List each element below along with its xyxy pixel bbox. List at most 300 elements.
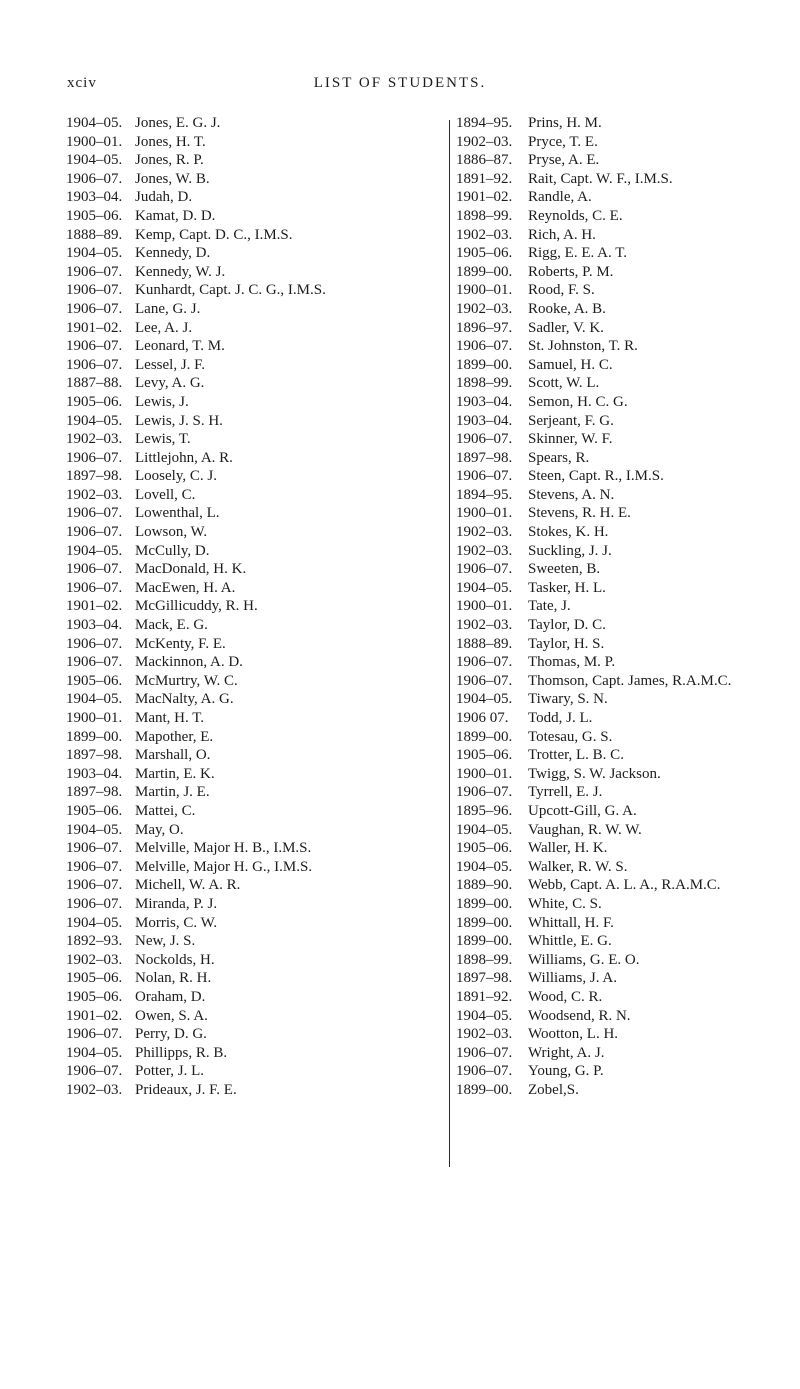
entry-name: McGillicuddy, R. H.: [135, 598, 258, 615]
entry-name: Lewis, T.: [135, 431, 191, 448]
entry-year: 1906–07.: [66, 840, 123, 857]
entry-year: 1891–92.: [456, 170, 513, 187]
student-entry: [66, 802, 436, 821]
entry-year: 1901–02.: [66, 319, 123, 336]
entry-year: 1904–05.: [66, 542, 123, 559]
student-entry: [456, 207, 796, 226]
entry-year: 1906–07.: [66, 635, 123, 652]
entry-year: 1906–07.: [66, 858, 123, 875]
entry-name: Lewis, J. S. H.: [135, 412, 223, 429]
entry-year: 1902–03.: [456, 524, 513, 541]
student-entry: [66, 337, 436, 356]
student-entry: [456, 356, 796, 375]
student-entry: [456, 263, 796, 282]
student-entry: [66, 858, 436, 877]
entry-year: 1905–06.: [66, 988, 123, 1005]
entry-name: Loosely, C. J.: [135, 468, 217, 485]
entry-name: Tate, J.: [528, 598, 571, 615]
entry-year: 1902–03.: [66, 486, 123, 503]
entry-name: Rich, A. H.: [528, 226, 596, 243]
entry-year: 1906–07.: [66, 170, 123, 187]
entry-year: 1905–06.: [66, 393, 123, 410]
student-entry: [66, 412, 436, 431]
entry-year: 1904–05.: [456, 1007, 513, 1024]
entry-name: McKenty, F. E.: [135, 635, 226, 652]
entry-year: 1904–05.: [66, 914, 123, 931]
student-entry: [456, 337, 796, 356]
entry-year: 1899–00.: [456, 933, 513, 950]
entry-name: Twigg, S. W. Jackson.: [528, 765, 661, 782]
entry-name: Pryce, T. E.: [528, 133, 598, 150]
student-entry: [66, 746, 436, 765]
entry-name: Lovell, C.: [135, 486, 196, 503]
entry-name: Todd, J. L.: [528, 710, 593, 726]
student-entry: [66, 728, 436, 747]
entry-year: 1906–07.: [66, 1026, 123, 1043]
entry-name: Skinner, W. F.: [528, 431, 613, 448]
student-entry: [66, 1025, 436, 1044]
entry-year: 1901–02.: [66, 598, 123, 615]
student-entry: [456, 170, 796, 189]
entry-year: 1899–00.: [456, 895, 513, 912]
entry-name: Tasker, H. L.: [528, 579, 606, 596]
entry-name: MacDonald, H. K.: [135, 561, 247, 578]
entry-year: 1902–03.: [66, 1081, 123, 1098]
student-entry: [66, 932, 436, 951]
student-entry: [66, 319, 436, 338]
entry-name: Martin, J. E.: [135, 784, 210, 801]
entry-year: 1888–89.: [66, 226, 123, 243]
student-entry: [456, 1044, 796, 1063]
student-entry: [66, 133, 436, 152]
student-entry: [456, 281, 796, 300]
entry-year: 1906–07.: [66, 282, 123, 299]
entry-year: 1904–05.: [456, 579, 513, 596]
student-entry: [456, 319, 796, 338]
student-entry: [66, 597, 436, 616]
student-entry: [456, 244, 796, 263]
student-entry: [456, 188, 796, 207]
entry-year: 1899–00.: [456, 356, 513, 373]
student-entry: [66, 151, 436, 170]
entry-name: Wootton, L. H.: [528, 1026, 619, 1043]
entry-year: 1892–93.: [66, 933, 123, 950]
entry-name: Thomson, Capt. James, R.A.M.C.: [528, 672, 732, 689]
student-entry: [66, 374, 436, 393]
student-entry: [456, 876, 796, 895]
entry-year: 1897–98.: [456, 449, 513, 466]
entry-name: Lowson, W.: [135, 524, 208, 541]
entry-name: Thomas, M. P.: [528, 654, 616, 671]
student-entry: [66, 170, 436, 189]
entry-year: 1904–05.: [66, 115, 123, 131]
entry-year: 1899–00.: [456, 263, 513, 280]
student-entry: [66, 765, 436, 784]
entry-year: 1906–07.: [456, 784, 513, 801]
entry-name: Kamat, D. D.: [135, 207, 216, 224]
entry-name: Littlejohn, A. R.: [135, 449, 233, 466]
entry-year: 1905–06.: [456, 747, 513, 764]
left-column: [66, 114, 436, 1099]
student-entry: [456, 151, 796, 170]
student-entry: [66, 821, 436, 840]
entry-year: 1891–92.: [456, 988, 513, 1005]
entry-year: 1906–07.: [66, 300, 123, 317]
student-entry: [66, 914, 436, 933]
entry-year: 1906–07.: [66, 1063, 123, 1080]
student-entry: [456, 839, 796, 858]
student-entry: [456, 374, 796, 393]
entry-name: Potter, J. L.: [135, 1063, 204, 1080]
student-entry: [66, 226, 436, 245]
student-entry: [66, 672, 436, 691]
entry-name: Rait, Capt. W. F., I.M.S.: [528, 170, 673, 187]
entry-name: Lane, G. J.: [135, 300, 201, 317]
entry-name: Trotter, L. B. C.: [528, 747, 624, 764]
entry-year: 1887–88.: [66, 375, 123, 392]
entry-year: 1898–99.: [456, 207, 513, 224]
student-entry: [456, 114, 796, 133]
entry-year: 1905–06.: [456, 245, 513, 262]
entry-year: 1902–03.: [456, 226, 513, 243]
entry-year: 1904–05.: [66, 1044, 123, 1061]
student-entry: [456, 746, 796, 765]
student-entry: [66, 356, 436, 375]
entry-year: 1898–99.: [456, 951, 513, 968]
entry-year: 1888–89.: [456, 635, 513, 652]
entry-name: Waller, H. K.: [528, 840, 608, 857]
entry-name: Reynolds, C. E.: [528, 207, 623, 224]
student-entry: [456, 969, 796, 988]
student-entry: [456, 690, 796, 709]
entry-name: Sweeten, B.: [528, 561, 601, 578]
student-entry: [66, 1044, 436, 1063]
entry-year: 1906–07.: [66, 338, 123, 355]
entry-name: Oraham, D.: [135, 988, 206, 1005]
entry-year: 1904–05.: [456, 858, 513, 875]
student-entry: [66, 839, 436, 858]
entry-name: Melville, Major H. B., I.M.S.: [135, 840, 312, 857]
student-entry: [66, 1062, 436, 1081]
entry-name: Kennedy, W. J.: [135, 263, 226, 280]
entry-year: 1902–03.: [456, 542, 513, 559]
student-entry: [456, 914, 796, 933]
entry-name: Walker, R. W. S.: [528, 858, 628, 875]
entry-name: Kemp, Capt. D. C., I.M.S.: [135, 226, 293, 243]
student-entry: [66, 449, 436, 468]
student-entry: [456, 821, 796, 840]
student-entry: [66, 207, 436, 226]
entry-year: 1900–01.: [456, 598, 513, 615]
entry-name: Mapother, E.: [135, 728, 214, 745]
entry-name: Taylor, D. C.: [528, 617, 606, 634]
entry-year: 1900–01.: [456, 765, 513, 782]
entry-name: Jones, W. B.: [135, 170, 210, 187]
entry-name: Jones, R. P.: [135, 152, 204, 169]
page-number: xciv: [67, 75, 97, 91]
entry-year: 1906–07.: [66, 449, 123, 466]
student-entry: [66, 467, 436, 486]
entry-name: Jones, E. G. J.: [135, 115, 221, 131]
student-entry: [66, 709, 436, 728]
entry-name: Kennedy, D.: [135, 245, 211, 262]
entry-name: Mant, H. T.: [135, 710, 205, 726]
entry-name: Stokes, K. H.: [528, 524, 609, 541]
entry-year: 1903–04.: [66, 617, 123, 634]
entry-year: 1906–07.: [456, 1063, 513, 1080]
student-entry: [66, 244, 436, 263]
entry-name: Scott, W. L.: [528, 375, 600, 392]
student-entry: [456, 672, 796, 691]
entry-name: Kunhardt, Capt. J. C. G., I.M.S.: [135, 282, 326, 299]
student-entry: [66, 114, 436, 133]
student-entry: [66, 560, 436, 579]
entry-year: 1894–95.: [456, 115, 513, 131]
entry-year: 1904–05.: [66, 245, 123, 262]
entry-year: 1899–00.: [66, 728, 123, 745]
entry-year: 1905–06.: [66, 672, 123, 689]
entry-year: 1903–04.: [66, 765, 123, 782]
entry-name: Rood, F. S.: [528, 282, 595, 299]
entry-name: Tiwary, S. N.: [528, 691, 608, 708]
entry-name: Lowenthal, L.: [135, 505, 220, 522]
entry-name: New, J. S.: [135, 933, 196, 950]
entry-year: 1904–05.: [66, 152, 123, 169]
entry-name: Melville, Major H. G., I.M.S.: [135, 858, 313, 875]
student-entry: [66, 988, 436, 1007]
entry-year: 1906–07.: [456, 468, 513, 485]
entry-name: Taylor, H. S.: [528, 635, 605, 652]
student-entry: [456, 560, 796, 579]
entry-name: Tyrrell, E. J.: [528, 784, 603, 801]
entry-name: Roberts, P. M.: [528, 263, 614, 280]
entry-name: Williams, J. A.: [528, 970, 617, 987]
entry-year: 1899–00.: [456, 728, 513, 745]
entry-year: 1901–02.: [66, 1007, 123, 1024]
student-entry: [456, 653, 796, 672]
entry-name: Mack, E. G.: [135, 617, 208, 634]
entry-year: 1897–98.: [66, 468, 123, 485]
entry-name: Michell, W. A. R.: [135, 877, 241, 894]
student-entry: [456, 300, 796, 319]
student-entry: [66, 504, 436, 523]
entry-year: 1901–02.: [456, 189, 513, 206]
entry-name: Suckling, J. J.: [528, 542, 612, 559]
entry-year: 1905–06.: [66, 802, 123, 819]
student-entry: [66, 393, 436, 412]
entry-name: Pryse, A. E.: [528, 152, 600, 169]
entry-year: 1906–07.: [456, 654, 513, 671]
entry-year: 1906–07.: [66, 579, 123, 596]
student-entry: [456, 133, 796, 152]
entry-name: Prins, H. M.: [528, 115, 602, 131]
entry-year: 1896–97.: [456, 319, 513, 336]
student-entry: [456, 709, 796, 728]
entry-name: Steen, Capt. R., I.M.S.: [528, 468, 664, 485]
student-entry: [456, 932, 796, 951]
student-entry: [66, 263, 436, 282]
entry-year: 1902–03.: [456, 617, 513, 634]
entry-name: MacEwen, H. A.: [135, 579, 236, 596]
student-entry: [456, 728, 796, 747]
student-entry: [456, 226, 796, 245]
student-entry: [456, 523, 796, 542]
student-entry: [456, 1062, 796, 1081]
entry-name: Jones, H. T.: [135, 133, 206, 150]
entry-year: 1906–07.: [66, 356, 123, 373]
entry-year: 1906–07.: [456, 1044, 513, 1061]
student-entry: [456, 765, 796, 784]
entry-name: May, O.: [135, 821, 184, 838]
student-entry: [456, 597, 796, 616]
entry-year: 1906–07.: [66, 505, 123, 522]
entry-name: Stevens, R. H. E.: [528, 505, 631, 522]
student-entry: [456, 858, 796, 877]
entry-year: 1906–07.: [66, 895, 123, 912]
entry-name: Vaughan, R. W. W.: [528, 821, 642, 838]
entry-year: 1903–04.: [456, 412, 513, 429]
student-entry: [66, 579, 436, 598]
student-entry: [66, 1081, 436, 1100]
student-entry: [66, 430, 436, 449]
entry-name: Upcott-Gill, G. A.: [528, 802, 637, 819]
student-entry: [456, 430, 796, 449]
entry-year: 1906–07.: [66, 877, 123, 894]
entry-name: Perry, D. G.: [135, 1026, 207, 1043]
student-entry: [66, 876, 436, 895]
student-entry: [66, 1007, 436, 1026]
student-entry: [456, 412, 796, 431]
student-entry: [66, 542, 436, 561]
entry-year: 1889–90.: [456, 877, 513, 894]
entry-name: Mattei, C.: [135, 802, 196, 819]
entry-year: 1902–03.: [66, 431, 123, 448]
entry-name: Leonard, T. M.: [135, 338, 225, 355]
student-entry: [456, 1025, 796, 1044]
student-entry: [456, 579, 796, 598]
student-entry: [456, 783, 796, 802]
entry-name: Levy, A. G.: [135, 375, 205, 392]
entry-year: 1906–07.: [66, 654, 123, 671]
entry-year: 1906 07.: [456, 710, 509, 726]
entry-name: Marshall, O.: [135, 747, 211, 764]
entry-name: Serjeant, F. G.: [528, 412, 614, 429]
entry-name: Semon, H. C. G.: [528, 393, 628, 410]
entry-year: 1898–99.: [456, 375, 513, 392]
student-entry: [456, 393, 796, 412]
student-entry: [456, 895, 796, 914]
entry-year: 1902–03.: [66, 951, 123, 968]
student-entry: [456, 1081, 796, 1100]
student-entry: [456, 951, 796, 970]
entry-year: 1895–96.: [456, 802, 513, 819]
entry-name: Williams, G. E. O.: [528, 951, 640, 968]
entry-name: St. Johnston, T. R.: [528, 338, 638, 355]
entry-year: 1906–07.: [66, 524, 123, 541]
entry-year: 1904–05.: [66, 412, 123, 429]
entry-year: 1903–04.: [66, 189, 123, 206]
student-entry: [66, 281, 436, 300]
entry-name: Judah, D.: [135, 189, 193, 206]
student-entry: [66, 690, 436, 709]
entry-year: 1905–06.: [66, 207, 123, 224]
student-entry: [456, 542, 796, 561]
entry-year: 1906–07.: [66, 561, 123, 578]
entry-year: 1886–87.: [456, 152, 513, 169]
entry-year: 1900–01.: [66, 710, 123, 726]
entry-year: 1900–01.: [456, 282, 513, 299]
entry-name: Spears, R.: [528, 449, 590, 466]
entry-year: 1902–03.: [456, 300, 513, 317]
entry-name: Samuel, H. C.: [528, 356, 613, 373]
student-entry: [456, 486, 796, 505]
entry-year: 1897–98.: [66, 784, 123, 801]
entry-name: Whittle, E. G.: [528, 933, 612, 950]
page-header: [0, 75, 800, 105]
entry-year: 1905–06.: [66, 970, 123, 987]
entry-name: Miranda, P. J.: [135, 895, 218, 912]
entry-year: 1904–05.: [66, 821, 123, 838]
entry-year: 1904–05.: [456, 821, 513, 838]
student-entry: [66, 969, 436, 988]
entry-name: Webb, Capt. A. L. A., R.A.M.C.: [528, 877, 721, 894]
entry-year: 1905–06.: [456, 840, 513, 857]
entry-name: Woodsend, R. N.: [528, 1007, 631, 1024]
entry-name: Sadler, V. K.: [528, 319, 604, 336]
entry-name: Wright, A. J.: [528, 1044, 605, 1061]
student-entry: [66, 653, 436, 672]
entry-name: Lessel, J. F.: [135, 356, 206, 373]
running-title: LIST OF STUDENTS.: [313, 75, 487, 91]
entry-year: 1906–07.: [456, 338, 513, 355]
entry-year: 1906–07.: [456, 431, 513, 448]
entry-year: 1906–07.: [456, 561, 513, 578]
entry-year: 1906–07.: [456, 672, 513, 689]
entry-name: Mackinnon, A. D.: [135, 654, 243, 671]
entry-name: Totesau, G. S.: [528, 728, 613, 745]
entry-name: MacNalty, A. G.: [135, 691, 234, 708]
entry-name: McCully, D.: [135, 542, 210, 559]
entry-name: Owen, S. A.: [135, 1007, 208, 1024]
entry-year: 1902–03.: [456, 1026, 513, 1043]
entry-name: Martin, E. K.: [135, 765, 215, 782]
student-entry: [66, 783, 436, 802]
entry-name: Lee, A. J.: [135, 319, 193, 336]
entry-year: 1900–01.: [66, 133, 123, 150]
entry-name: Zobel,S.: [528, 1081, 579, 1098]
student-entry: [456, 467, 796, 486]
student-entry: [456, 635, 796, 654]
entry-name: Prideaux, J. F. E.: [135, 1081, 237, 1098]
student-entry: [66, 895, 436, 914]
entry-name: Rigg, E. E. A. T.: [528, 245, 628, 262]
student-entry: [66, 635, 436, 654]
entry-name: Nockolds, H.: [135, 951, 215, 968]
entry-name: McMurtry, W. C.: [135, 672, 238, 689]
entry-name: Morris, C. W.: [135, 914, 218, 931]
entry-name: Phillipps, R. B.: [135, 1044, 228, 1061]
student-entry: [456, 1007, 796, 1026]
entry-name: Whittall, H. F.: [528, 914, 614, 931]
entry-year: 1902–03.: [456, 133, 513, 150]
entry-name: Rooke, A. B.: [528, 300, 606, 317]
student-entry: [66, 300, 436, 319]
student-entry: [66, 616, 436, 635]
student-entry: [66, 188, 436, 207]
student-entry: [456, 504, 796, 523]
student-entry: [456, 616, 796, 635]
right-column: [456, 114, 796, 1099]
